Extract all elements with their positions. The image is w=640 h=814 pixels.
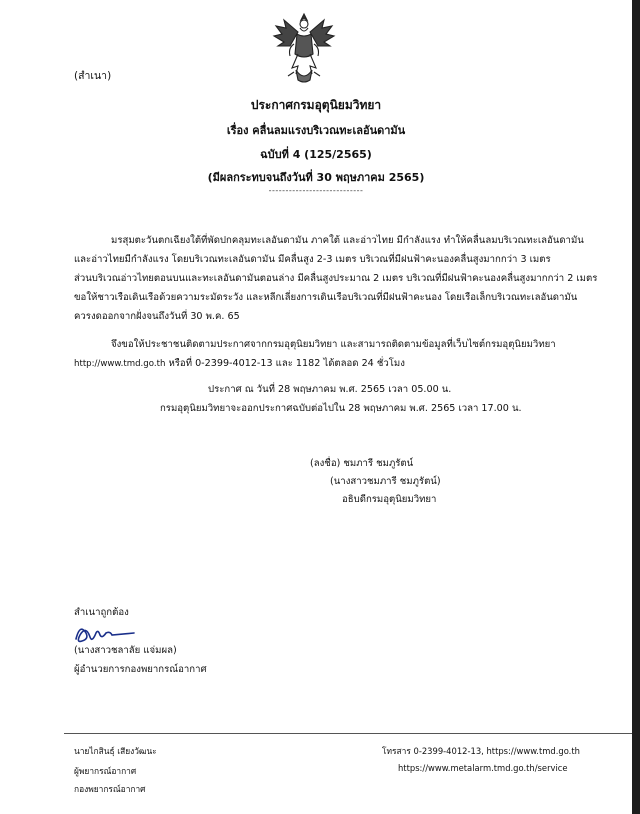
footer-division: กองพยากรณ์อากาศ [74,784,146,794]
effective-date: (มีผลกระทบจนถึงวันที่ 30 พฤษภาคม 2565) [207,171,425,184]
issue-number: ฉบับที่ 4 (125/2565) [260,148,372,161]
follow-instruction: จึงขอให้ประชาชนติดตามประกาศจากกรมอุตุนิยมวิทยา และสามารถติดตามข้อมูลที่เว็บไซต์กรมอุตุนิยมวิทยา [111,339,556,350]
certifier-name: (นางสาวชลาลัย แจ่มผล) [74,645,177,656]
signer-position: อธิบดีกรมอุตุนิยมวิทยา [342,494,437,505]
body-line-3: ส่วนบริเวณอ่าวไทยตอนบนและทะเลอันดามันตอนล่าง มีคลื่นสูงประมาณ 2 เมตร บริเวณที่มีฝนฟ้าคะนองคลื่นสูงมากกว่า 2 เมตร [74,273,598,284]
body-line-2: และอ่าวไทยมีกำลังแรง โดยบริเวณทะเลอันดามัน มีคลื่นสูง 2-3 เมตร บริเวณที่มีฝนฟ้าคะนองคลื่นสูงมากกว่า 3 เมตร [74,254,551,265]
certified-copy-label: สำเนาถูกต้อง [74,607,129,618]
garuda-emblem-icon [268,10,340,84]
footer-author-role: ผู้พยากรณ์อากาศ [74,766,137,776]
body-line-5: ควรงดออกจากฝั่งจนถึงวันที่ 30 พ.ค. 65 [74,311,240,322]
footer-metalarm-link[interactable]: https://www.metalarm.tmd.go.th/service [398,763,568,773]
certifier-position: ผู้อำนวยการกองพยากรณ์อากาศ [74,664,207,675]
signed-line: (ลงชื่อ) ชมภารี ชมภูรัตน์ [310,458,414,469]
footer-fax-website[interactable]: โทรสาร 0-2399-4012-13, https://www.tmd.go.th [382,746,580,756]
body-line-1: มรสุมตะวันตกเฉียงใต้ที่พัดปกคลุมทะเลอันดามัน ภาคใต้ และอ่าวไทย มีกำลังแรง ทำให้คลื่นลมบริเวณทะเลอันดามัน [111,235,584,246]
announcement-title: ประกาศกรมอุตุนิยมวิทยา [250,98,382,112]
body-line-4: ขอให้ชาวเรือเดินเรือด้วยความระมัดระวัง และหลีกเลี่ยงการเดินเรือบริเวณที่มีฝนฟ้าคะนอง โดยเรือเล็กบริเวณทะเลอันดามัน [74,292,578,303]
announced-date: ประกาศ ณ วันที่ 28 พฤษภาคม พ.ศ. 2565 เวลา 05.00 น. [208,384,452,395]
contact-line [74,356,405,371]
footer-author: นายไกสินธุ์ เสียงวัฒนะ [74,746,157,756]
copy-label: (สำเนา) [74,70,112,82]
tmd-website-link[interactable]: http://www.tmd.go.th [74,359,166,369]
signer-name: (นางสาวชมภารี ชมภูรัตน์) [330,476,441,487]
title-divider: ---------------------------- [268,186,364,195]
footer-divider [64,733,632,734]
next-issue-note: กรมอุตุนิยมวิทยาจะออกประกาศฉบับต่อไปใน 28 พฤษภาคม พ.ศ. 2565 เวลา 17.00 น. [160,403,522,414]
contact-phone-text: หรือที่ 0-2399-4012-13 และ 1182 ได้ตลอด 24 ชั่วโมง [165,358,405,369]
announcement-subject: เรื่อง คลื่นลมแรงบริเวณทะเลอันดามัน [226,124,406,137]
